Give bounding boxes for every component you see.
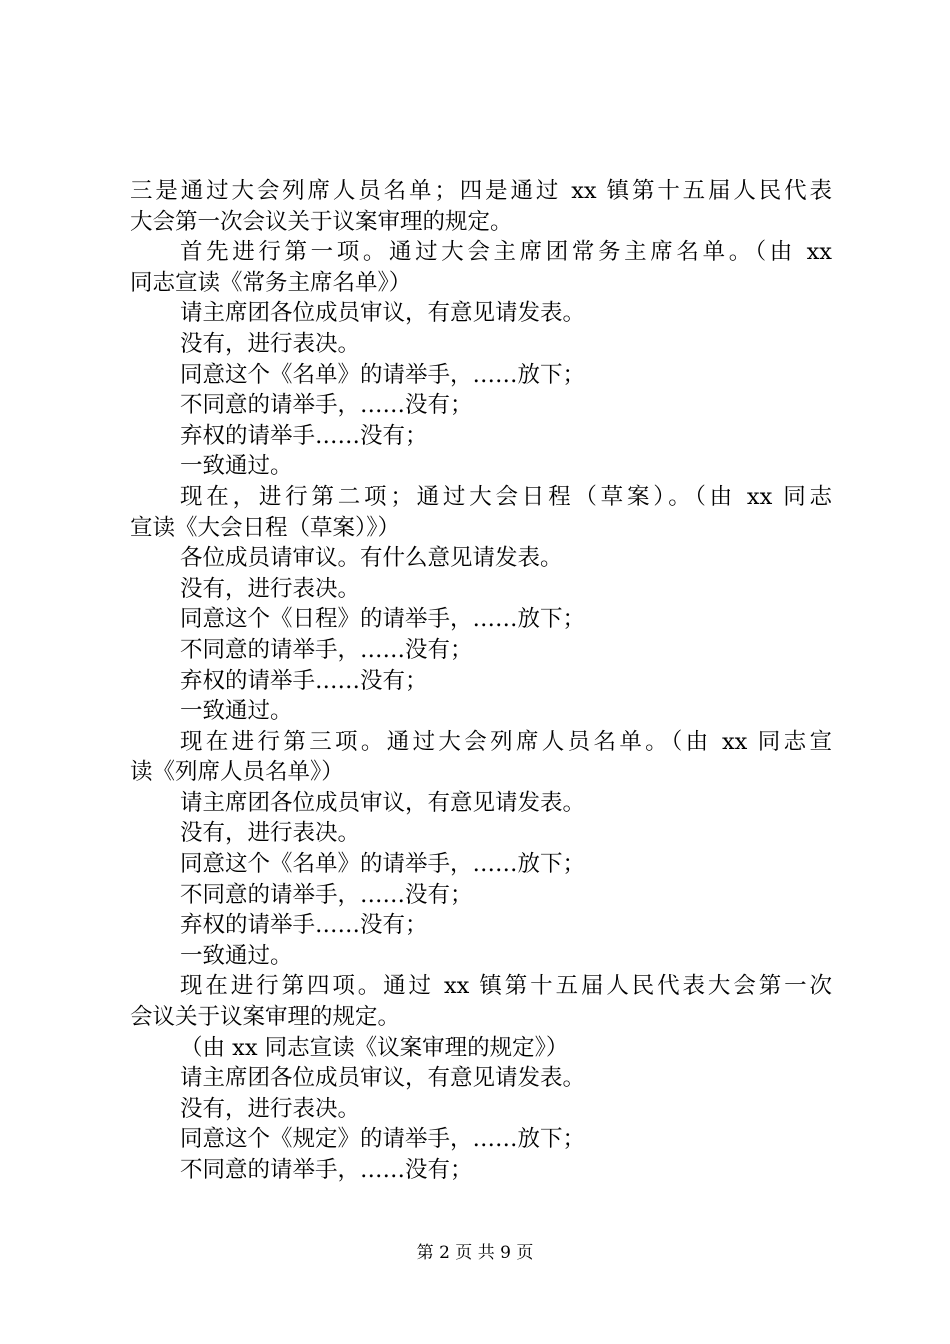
text-line: 现在进行第三项。通过大会列席人员名单。（由 xx 同志宣 <box>180 728 832 755</box>
text-line: 请主席团各位成员审议，有意见请发表。 <box>180 789 586 816</box>
document-body <box>130 176 832 1186</box>
text-line: 三是通过大会列席人员名单；四是通过 xx 镇第十五届人民代表 <box>130 178 832 204</box>
text-line: 读《列席人员名单》） <box>130 759 344 786</box>
text-line: 一致通过。 <box>180 942 293 969</box>
text-line: 现在，进行第二项；通过大会日程（草案）。（由 xx 同志 <box>180 483 832 510</box>
text-line: 会议关于议案审理的规定。 <box>130 1004 401 1031</box>
text-line: 没有，进行表决。 <box>180 820 361 847</box>
text-line: 不同意的请举手，……没有； <box>180 392 473 419</box>
text-line: 同意这个《规定》的请举手，……放下； <box>180 1126 586 1153</box>
text-line: 不同意的请举手，……没有； <box>180 1157 473 1183</box>
text-line: 同意这个《名单》的请举手，……放下； <box>180 851 586 878</box>
text-line: 首先进行第一项。通过大会主席团常务主席名单。（由 xx <box>180 239 832 266</box>
text-line: 请主席团各位成员审议，有意见请发表。 <box>180 300 586 327</box>
text-line: （由 xx 同志宣读《议案审理的规定》） <box>180 1034 569 1061</box>
text-line: 弃权的请举手……没有； <box>180 422 428 449</box>
text-line: 一致通过。 <box>180 453 293 480</box>
text-line: 弃权的请举手……没有； <box>180 667 428 694</box>
text-line: 各位成员请审议。有什么意见请发表。 <box>180 545 563 572</box>
text-line: 没有，进行表决。 <box>180 1095 361 1122</box>
text-line: 同意这个《名单》的请举手，……放下； <box>180 361 586 388</box>
text-line: 现在进行第四项。通过 xx 镇第十五届人民代表大会第一次 <box>180 973 832 1000</box>
text-line: 请主席团各位成员审议，有意见请发表。 <box>180 1065 586 1092</box>
text-line: 同志宣读《常务主席名单》） <box>130 269 412 296</box>
text-line: 一致通过。 <box>180 698 293 725</box>
text-line: 宣读《大会日程（草案）》） <box>130 514 401 541</box>
text-line: 不同意的请举手，……没有； <box>180 636 473 663</box>
text-line: 同意这个《日程》的请举手，……放下； <box>180 606 586 633</box>
text-line: 没有，进行表决。 <box>180 330 361 357</box>
text-line: 没有，进行表决。 <box>180 575 361 602</box>
text-line: 弃权的请举手……没有； <box>180 912 428 939</box>
text-line: 不同意的请举手，……没有； <box>180 881 473 908</box>
text-line: 大会第一次会议关于议案审理的规定。 <box>130 208 513 235</box>
page-number: 第 2 页 共 9 页 <box>416 1243 534 1263</box>
